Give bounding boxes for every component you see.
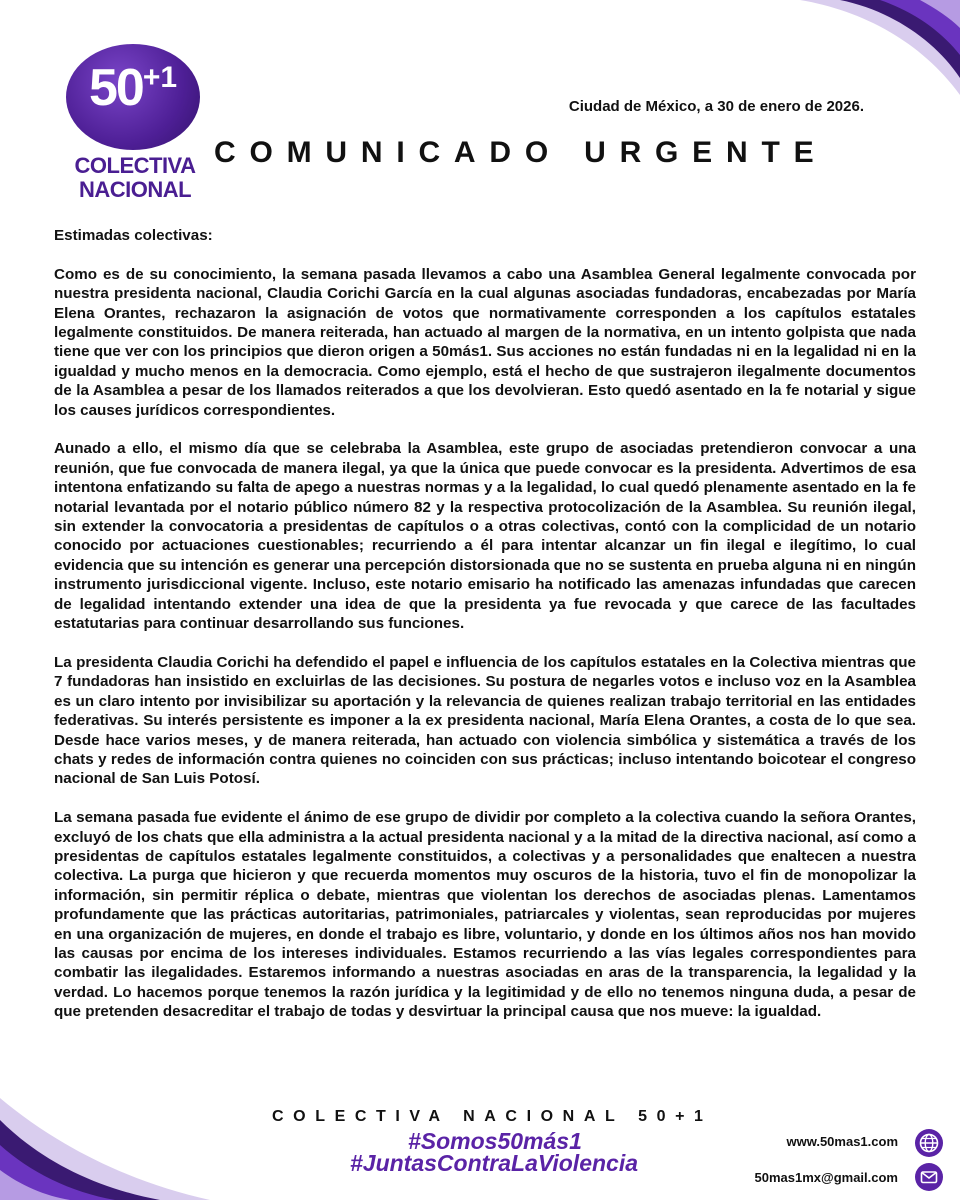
logo-wordmark — [62, 154, 208, 202]
logo-number — [62, 58, 204, 118]
paragraph-1: Como es de su conocimiento, la semana pasada llevamos a cabo una Asamblea General legalmente convocada por nuestra presidenta nacional, Claudia Corichi García en la cual algunas asociadas fundadoras, encabezadas por María Elena Orantes, rechazaron la asignación de votos que normativamente corresponden a los capítulos estatales legalmente constituidos. De manera reiterada, han actuado al margen de la normativa, en un intento golpista que nada tiene que ver con los principios que dieron origen a 50más1. Sus acciones no están fundadas ni en la legalidad ni en la igualdad y mucho menos en la democracia. Como ejemplo, está el hecho de que sustrajeron ilegalmente documentos de la Asamblea a pesar de los llamados reiterados a que los devolvieran. Esto quedó asentado en la fe notarial y sigue los causes jurídicos correspondientes. — [54, 265, 916, 419]
logo-number-text: 50 — [88, 59, 143, 117]
logo-plus-text: +1 — [142, 61, 178, 94]
hashtag-somos: #Somos50más1 — [408, 1128, 582, 1154]
email-link[interactable]: 50mas1mx@gmail.com — [754, 1170, 898, 1185]
hashtag-juntas: #JuntasContraLaViolencia — [350, 1150, 639, 1176]
document-date: Ciudad de México, a 30 de enero de 2026. — [568, 98, 864, 115]
logo-line-1: COLECTIVA — [74, 153, 196, 178]
paragraph-4: La semana pasada fue evidente el ánimo de ese grupo de dividir por completo a la colectiva cuando la señora Orantes, excluyó de los chats que ella administra a la actual presidenta nacional y a la mitad de la directiva nacional, así como a presidentas de capítulos estatales legalmente constituidos, a colectivas y a personalidades que enaltecen a nuestra colectiva. La purga que hicieron y que recuerda momentos muy oscuros de la historia, tuvo el fin de monopolizar la información, sin permitir réplica o debate, mientras que violentan los derechos de asociadas plenas. Lamentamos profundamente que las prácticas autoritarias, patrimoniales, patriarcales y violentas, sean reproducidas por mujeres en una organización de mujeres, en donde el trabajo es libre, voluntario, y donde en los últimos años nos han movido las causas por encima de los intereses individuales. Estamos recurriendo a las vías legales correspondientes para combatir las ilegalidades. Estaremos informando a nuestras asociadas en aras de la transparencia, la legalidad y la verdad. Lo hacemos porque tenemos la razón jurídica y la legitimidad y de ello no tenemos ninguna duda, a pesar de que pretenden desacreditar el trabajo de todas y desvirtuar la principal causa que nos mueve: la igualdad. — [54, 809, 916, 1021]
website-link[interactable]: www.50mas1.com — [786, 1134, 898, 1149]
globe-icon — [914, 1128, 944, 1158]
document-title: COMUNICADO URGENTE — [214, 136, 828, 169]
logo-line-2: NACIONAL — [78, 177, 192, 202]
paragraph-3: La presidenta Claudia Corichi ha defendido el papel e influencia de los capítulos estatales en la Colectiva mientras que 7 fundadoras han insistido en excluirlas de las decisiones. Su postura de negarles votos e incluso voz en la Asamblea es un claro intento por invisibilizar su aportación y la relevancia de quienes realizan trabajo territorial en las entidades federativas. Su interés persistente es imponer a la ex presidenta nacional, María Elena Orantes, a costa de lo que sea. Desde hace varios meses, y de manera reiterada, han actuado con violencia simbólica y sistemática a través de los chats y redes de información contra quienes no coinciden con sus prácticas; incluso intentando boicotear el congreso nacional de San Luis Potosí. — [54, 653, 916, 788]
colectiva-logo — [62, 44, 208, 200]
footer-organization: COLECTIVA NACIONAL 50+1 — [272, 1108, 713, 1125]
mail-icon — [914, 1162, 944, 1192]
salutation: Estimadas colectivas: — [54, 227, 213, 244]
paragraph-2: Aunado a ello, el mismo día que se celebraba la Asamblea, este grupo de asociadas pretendieron convocar a una reunión, que fue convocada de manera ilegal, ya que la única que puede convocar es la presidenta. Advertimos de esa intentona enfatizando su falta de apego a nuestras normas y a la legalidad, lo cual quedó plenamente asentado en la fe notarial levantada por el notario público número 82 y la respectiva protocolización de la Asamblea. Su reunión ilegal, sin extender la convocatoria a presidentas de capítulos o a otras colectivas, contó con la complicidad de un notario conocido por actuaciones cuestionables; recurriendo a él para intentar alcanzar un fin ilegal e ilegítimo, lo cual evidencia que su intención es generar una percepción distorsionada que no se sustenta en prueba alguna ni en ningún instrumento jurisdiccional vigente. Incluso, este notario emisario ha notificado las amenazas infundadas que carecen de legalidad intentando extender una idea de que la presidenta ya fue revocada y que carece de las facultades estatutarias para continuar desarrollando sus funciones. — [54, 440, 916, 633]
bottom-left-decoration — [0, 1090, 210, 1200]
document-body — [54, 226, 916, 1041]
